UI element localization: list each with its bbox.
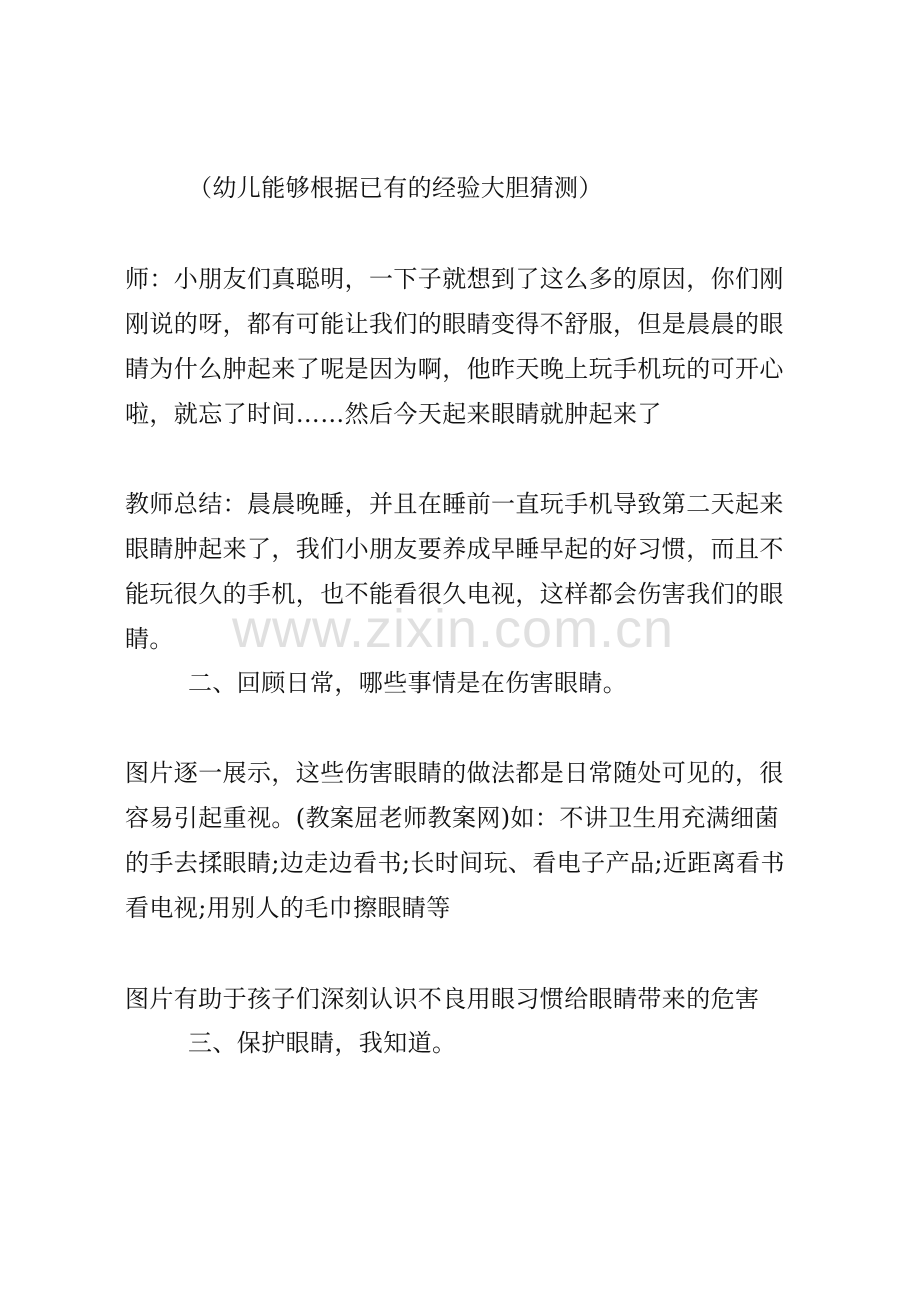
paragraph-picture-display: 图片逐一展示，这些伤害眼睛的做法都是日常随处可见的，很容易引起重视。(教案屈老师教案网)如：不讲卫生用充满细菌的手去揉眼睛;边走边看书;长时间玩、看电子产品;近距离看书看电视;用别人的毛巾擦眼睛等 [125, 759, 785, 922]
paragraph-guess-note: （幼儿能够根据已有的经验大胆猜测） [188, 174, 603, 202]
paragraph-picture-help: 图片有助于孩子们深刻认识不良用眼习惯给眼睛带来的危害 [125, 985, 760, 1013]
paragraph-teacher-summary: 教师总结：晨晨晚睡，并且在睡前一直玩手机导致第二天起来眼睛肿起来了，我们小朋友要养成早睡早起的好习惯，而且不能玩很久的手机，也不能看很久电视，这样都会伤害我们的眼睛。 [125, 490, 784, 653]
watermark: www.zixin.com.cn [232, 599, 675, 659]
paragraph-teacher-speech: 师：小朋友们真聪明，一下子就想到了这么多的原因，你们刚刚说的呀，都有可能让我们的眼睛变得不舒服，但是晨晨的眼睛为什么肿起来了呢是因为啊，他昨天晚上玩手机玩的可开心啦，就忘了时间……然后今天起来眼睛就肿起来了 [125, 265, 784, 428]
section-heading-three: 三、保护眼睛，我知道。 [188, 1029, 457, 1057]
section-heading-two: 二、回顾日常，哪些事情是在伤害眼睛。 [188, 669, 628, 697]
